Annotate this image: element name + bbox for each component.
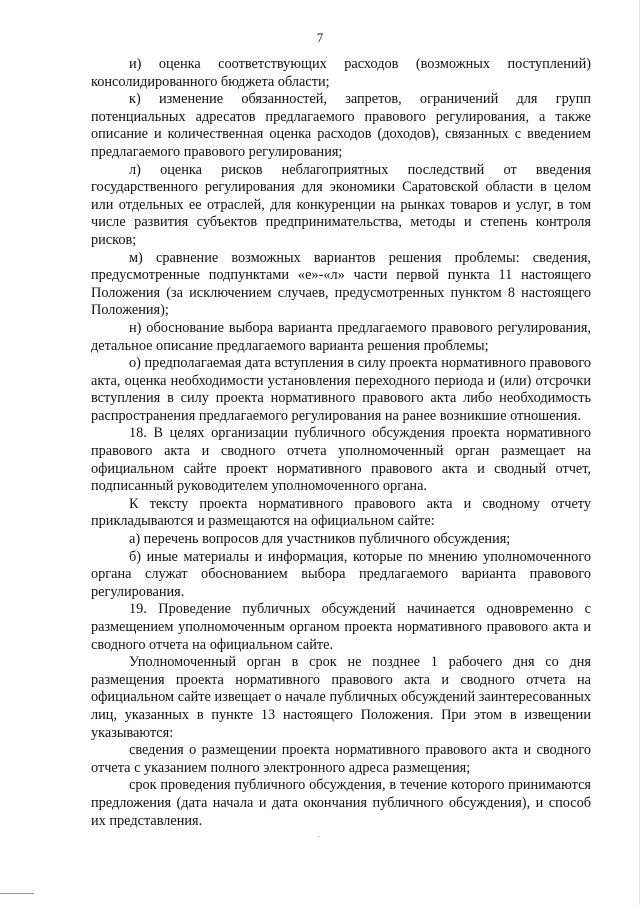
paragraph-a-questions-list: а) перечень вопросов для участников публичного обсуждения; <box>129 531 511 548</box>
scan-edge-mark <box>0 893 34 894</box>
paragraph-discussion-period: срок проведения публичного обсуждения, в течение которого принимаются предложения (дата начала и дата окончания публичного обсуждения), и способ их представления. <box>91 777 591 829</box>
paragraph-18-public-discussion: 18. В целях организации публичного обсуждения проекта нормативного правового акта и сводного отчета уполномоченный орган размещает на официальном сайте проект нормативного правового акта и сводный отчет, подписанный руководителем уполномоченного органа. <box>91 425 591 495</box>
paragraph-o-effective-date: о) предполагаемая дата вступления в силу проекта нормативного правового акта, оценка необходимости установления переходного периода и (или) отсрочки вступления в силу проекта нормативного правового акта либо необходимость распространения предлагаемого регулирования на ранее возникшие отношения. <box>91 355 591 424</box>
paragraph-k-obligations-change: к) изменение обязанностей, запретов, ограничений для групп потенциальных адресатов предлагаемого правового регулирования, а также описание и количественная оценка расходов (доходов), связанных с введением предлагаемого правового регулирования; <box>91 91 591 160</box>
scan-speck <box>318 836 320 837</box>
paragraph-n-option-justification: н) обоснование выбора варианта предлагаемого правового регулирования, детальное описание предлагаемого варианта решения проблемы; <box>91 319 591 354</box>
paragraph-b-other-materials: б) иные материалы и информация, которые по мнению уполномоченного органа служат обоснованием выбора предлагаемого варианта правового регулирования. <box>91 548 591 600</box>
paragraph-19-discussion-start: 19. Проведение публичных обсуждений начинается одновременно с размещением уполномоченным органом проекта нормативного правового акта и сводного отчета на официальном сайте. <box>91 601 591 653</box>
paragraph-i-budget-expenses: и) оценка соответствующих расходов (возможных поступлений) консолидированного бюджета области; <box>91 56 591 90</box>
page-number: 7 <box>316 30 324 45</box>
paragraph-attachments-intro: К тексту проекта нормативного правового акта и сводному отчету прикладываются и размещаются на официальном сайте: <box>91 495 591 530</box>
document-body <box>91 56 591 830</box>
paragraph-l-risk-assessment: л) оценка рисков неблагоприятных последствий от введения государственного регулирования для экономики Саратовской области в целом или отдельных ее отраслей, для конкуренции на рынках товаров и услуг, в том числе развития субъектов предпринимательства, методы и степень контроля рисков; <box>91 161 591 248</box>
paragraph-notification: Уполномоченный орган в срок не позднее 1 рабочего дня со дня размещения проекта нормативного правового акта и сводного отчета на официальном сайте извещает о начале публичных обсуждений заинтересованных лиц, указанных в пункте 13 настоящего Положения. При этом в извещении указываются: <box>91 654 591 741</box>
paragraph-placement-info: сведения о размещении проекта нормативного правового акта и сводного отчета с указанием полного электронного адреса размещения; <box>91 742 591 776</box>
paragraph-m-options-comparison: м) сравнение возможных вариантов решения проблемы: сведения, предусмотренные подпунктами «е»-«л» части первой пункта 11 настоящего Положения (за исключением случаев, предусмотренных пунктом 8 настоящего Положения); <box>91 249 591 319</box>
